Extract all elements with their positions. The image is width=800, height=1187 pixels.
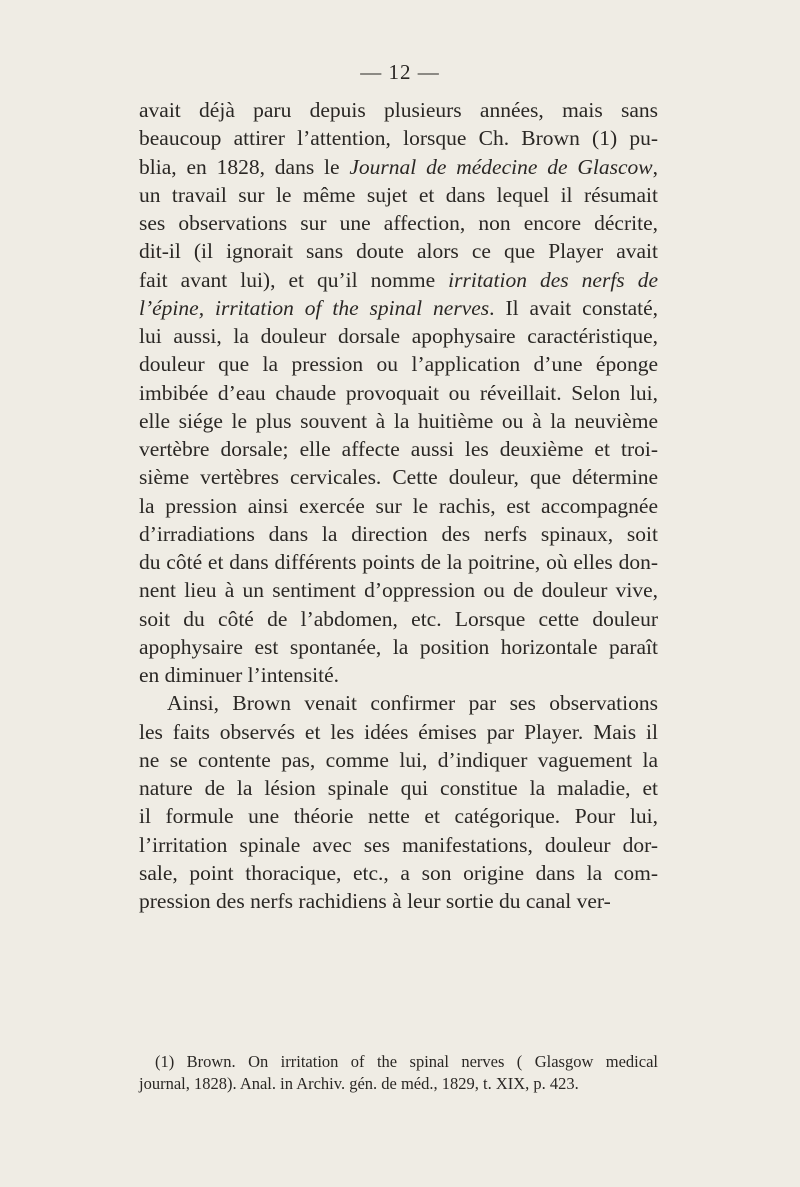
text-line: beaucoup attirer l’attention, lorsque Ch. Brown (1) pu- bbox=[139, 126, 658, 151]
paragraph-1 bbox=[139, 96, 658, 689]
text-line: ses observations sur une affection, non encore décrite, bbox=[139, 211, 658, 235]
text-line: lui aussi, la douleur dorsale apophysaire caractéristique, bbox=[139, 324, 658, 348]
text-line: apophysaire est spontanée, la position horizontale paraît bbox=[139, 634, 658, 659]
text-line: l’irritation spinale avec ses manifestations, douleur dor- bbox=[139, 832, 658, 857]
text-line: soit du côté de l’abdomen, etc. Lorsque cette douleur bbox=[139, 606, 658, 631]
text-line: la pression ainsi exercée sur le rachis, est accompagnée bbox=[139, 493, 658, 518]
paragraph-2 bbox=[139, 689, 658, 915]
text-line: Ainsi, Brown venait confirmer par ses observations bbox=[167, 691, 658, 716]
italic-title: l’épine, irritation of the spinal nerves bbox=[139, 295, 490, 320]
text-line: avait déjà paru depuis plusieurs années, mais sans bbox=[139, 98, 658, 122]
italic-title: Journal de médecine de Glascow bbox=[349, 154, 653, 179]
text-line: vertèbre dorsale; elle affecte aussi les deuxième et troi- bbox=[139, 437, 658, 461]
text-line: l’épine, irritation of the spinal nerves. Il avait constaté, bbox=[139, 295, 658, 320]
text-line: nent lieu à un sentiment d’oppression ou de douleur vive, bbox=[139, 578, 658, 603]
text-line: blia, en 1828, dans le Journal de médecine de Glascow, bbox=[139, 154, 658, 179]
text-line: (1) Brown. On irritation of the spinal nerves ( Glasgow medical bbox=[155, 1052, 658, 1071]
text-line: elle siége le plus souvent à la huitième ou à la neuvième bbox=[139, 408, 658, 433]
footnote bbox=[139, 1051, 658, 1095]
text-line: sième vertèbres cervicales. Cette douleur, que détermine bbox=[139, 465, 658, 490]
body-text bbox=[139, 96, 658, 915]
text-line: pression des nerfs rachidiens à leur sortie du canal ver- bbox=[139, 889, 611, 913]
italic-title: irritation des nerfs de bbox=[448, 267, 658, 292]
text-line: journal, 1828). Anal. in Archiv. gén. de méd., 1829, t. XIX, p. 423. bbox=[139, 1074, 579, 1093]
text-line: il formule une théorie nette et catégorique. Pour lui, bbox=[139, 804, 658, 829]
text-line: d’irradiations dans la direction des nerfs spinaux, soit bbox=[139, 521, 658, 546]
text-line: nature de la lésion spinale qui constitue la maladie, et bbox=[139, 776, 658, 800]
text-line: ne se contente pas, comme lui, d’indiquer vaguement la bbox=[139, 747, 658, 772]
text-line: imbibée d’eau chaude provoquait ou réveillait. Selon lui, bbox=[139, 380, 658, 405]
text-line: en diminuer l’intensité. bbox=[139, 663, 340, 687]
text-line: un travail sur le même sujet et dans lequel il résumait bbox=[139, 182, 658, 207]
text-line: fait avant lui), et qu’il nomme irritation des nerfs de bbox=[139, 267, 658, 292]
text-line: les faits observés et les idées émises par Player. Mais il bbox=[139, 719, 658, 744]
page-number: — 12 — bbox=[360, 60, 440, 84]
text-line: dit-il (il ignorait sans doute alors ce que Player avait bbox=[139, 239, 658, 264]
text-line: du côté et dans différents points de la poitrine, où elles don- bbox=[139, 550, 658, 574]
text-line: douleur que la pression ou l’application d’une éponge bbox=[139, 352, 658, 377]
text-line: sale, point thoracique, etc., a son origine dans la com- bbox=[139, 860, 658, 885]
